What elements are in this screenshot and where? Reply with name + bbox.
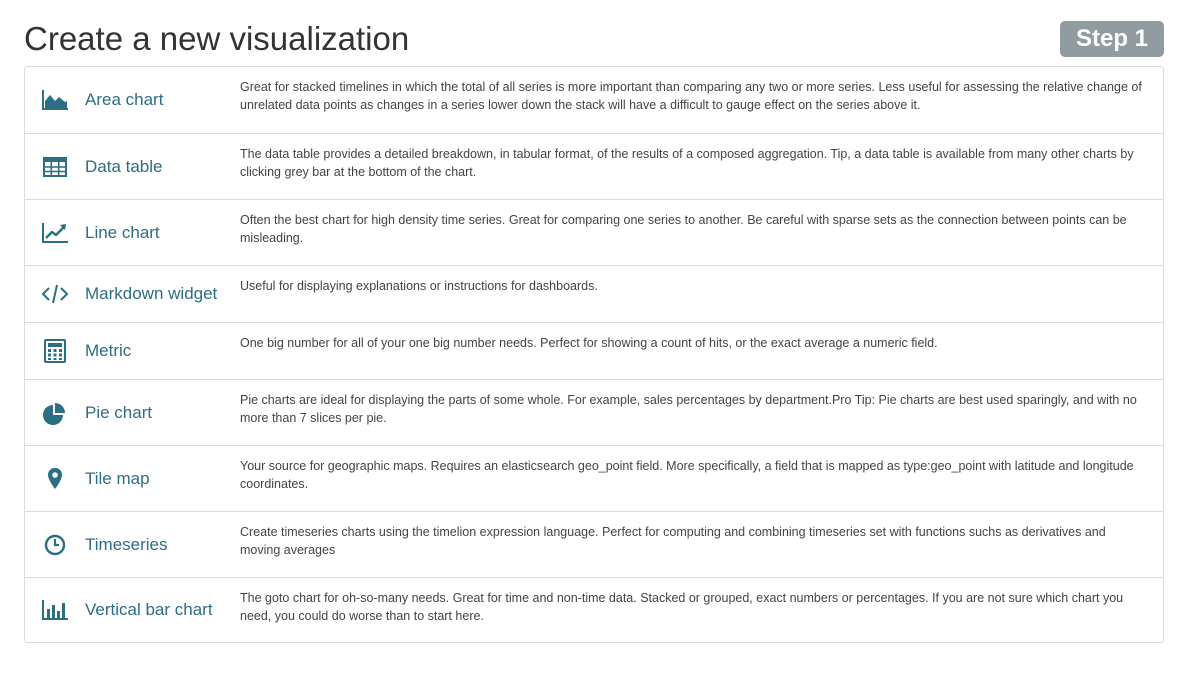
step-badge: Step 1 bbox=[1060, 21, 1164, 57]
visualization-name: Data table bbox=[85, 156, 163, 176]
visualization-description: Useful for displaying explanations or instructions for dashboards. bbox=[240, 279, 598, 293]
pie-chart-icon bbox=[41, 399, 69, 427]
visualization-item-pie-chart[interactable] bbox=[25, 379, 1163, 445]
visualization-description: One big number for all of your one big number needs. Perfect for showing a count of hits, or the exact average a numeric field. bbox=[240, 336, 938, 350]
visualization-name: Markdown widget bbox=[85, 284, 218, 303]
area-chart-icon bbox=[41, 86, 69, 114]
visualization-description: Create timeseries charts using the timelion expression language. Perfect for computing and combining timeseries set with functions suchs as derivatives and moving averages bbox=[240, 525, 1106, 557]
visualization-description: The data table provides a detailed breakdown, in tabular format, of the results of a composed aggregation. Tip, a data table is available from many other charts by clicking grey bar at the bottom of the chart. bbox=[240, 147, 1134, 179]
visualization-name: Metric bbox=[85, 341, 132, 360]
visualization-name: Line chart bbox=[85, 222, 160, 242]
visualization-description: Often the best chart for high density time series. Great for comparing one series to another. Be careful with sparse sets as the connection between points can be misleading. bbox=[240, 213, 1127, 245]
visualization-item-data-table[interactable] bbox=[25, 133, 1163, 199]
page-title: Create a new visualization bbox=[24, 20, 410, 57]
visualization-item-timeseries[interactable] bbox=[25, 511, 1163, 577]
code-icon bbox=[41, 280, 69, 308]
visualization-item-markdown-widget[interactable] bbox=[25, 265, 1163, 322]
visualization-description: Your source for geographic maps. Requires an elasticsearch geo_point field. More specifically, a field that is mapped as type:geo_point with latitude and longitude coordinates. bbox=[240, 459, 1134, 491]
visualization-description: The goto chart for oh-so-many needs. Great for time and non-time data. Stacked or grouped, exact numbers or percentages. If you are not sure which chart you need, you could do worse than to start here. bbox=[240, 591, 1124, 623]
calculator-icon bbox=[41, 337, 69, 365]
line-chart-icon bbox=[41, 219, 69, 247]
visualization-item-vertical-bar-chart[interactable] bbox=[25, 577, 1163, 642]
visualization-item-line-chart[interactable] bbox=[25, 199, 1163, 265]
visualization-description: Pie charts are ideal for displaying the parts of some whole. For example, sales percentages by department.Pro Tip: Pie charts are best used sparingly, and with no more than 7 slices per pie. bbox=[240, 393, 1137, 425]
visualization-name: Pie chart bbox=[85, 402, 153, 422]
visualization-name: Area chart bbox=[85, 90, 164, 109]
bar-chart-icon bbox=[41, 596, 69, 624]
visualization-description: Great for stacked timelines in which the total of all series is more important than comparing any two or more series. Less useful for assessing the relative change of unrelated data points as changes in a series lower down the stack will have a difficult to gauge effect on the series above it. bbox=[240, 80, 1142, 112]
visualization-name: Tile map bbox=[85, 468, 150, 488]
visualization-item-tile-map[interactable] bbox=[25, 445, 1163, 511]
visualization-name: Timeseries bbox=[85, 534, 168, 554]
table-icon bbox=[41, 153, 69, 181]
visualization-name: Vertical bar chart bbox=[85, 600, 213, 619]
map-marker-icon bbox=[41, 465, 69, 493]
visualization-type-list bbox=[24, 66, 1164, 643]
visualization-item-metric[interactable] bbox=[25, 322, 1163, 379]
visualization-item-area-chart[interactable] bbox=[25, 67, 1163, 133]
clock-icon bbox=[41, 531, 69, 559]
page-header bbox=[24, 14, 1164, 64]
